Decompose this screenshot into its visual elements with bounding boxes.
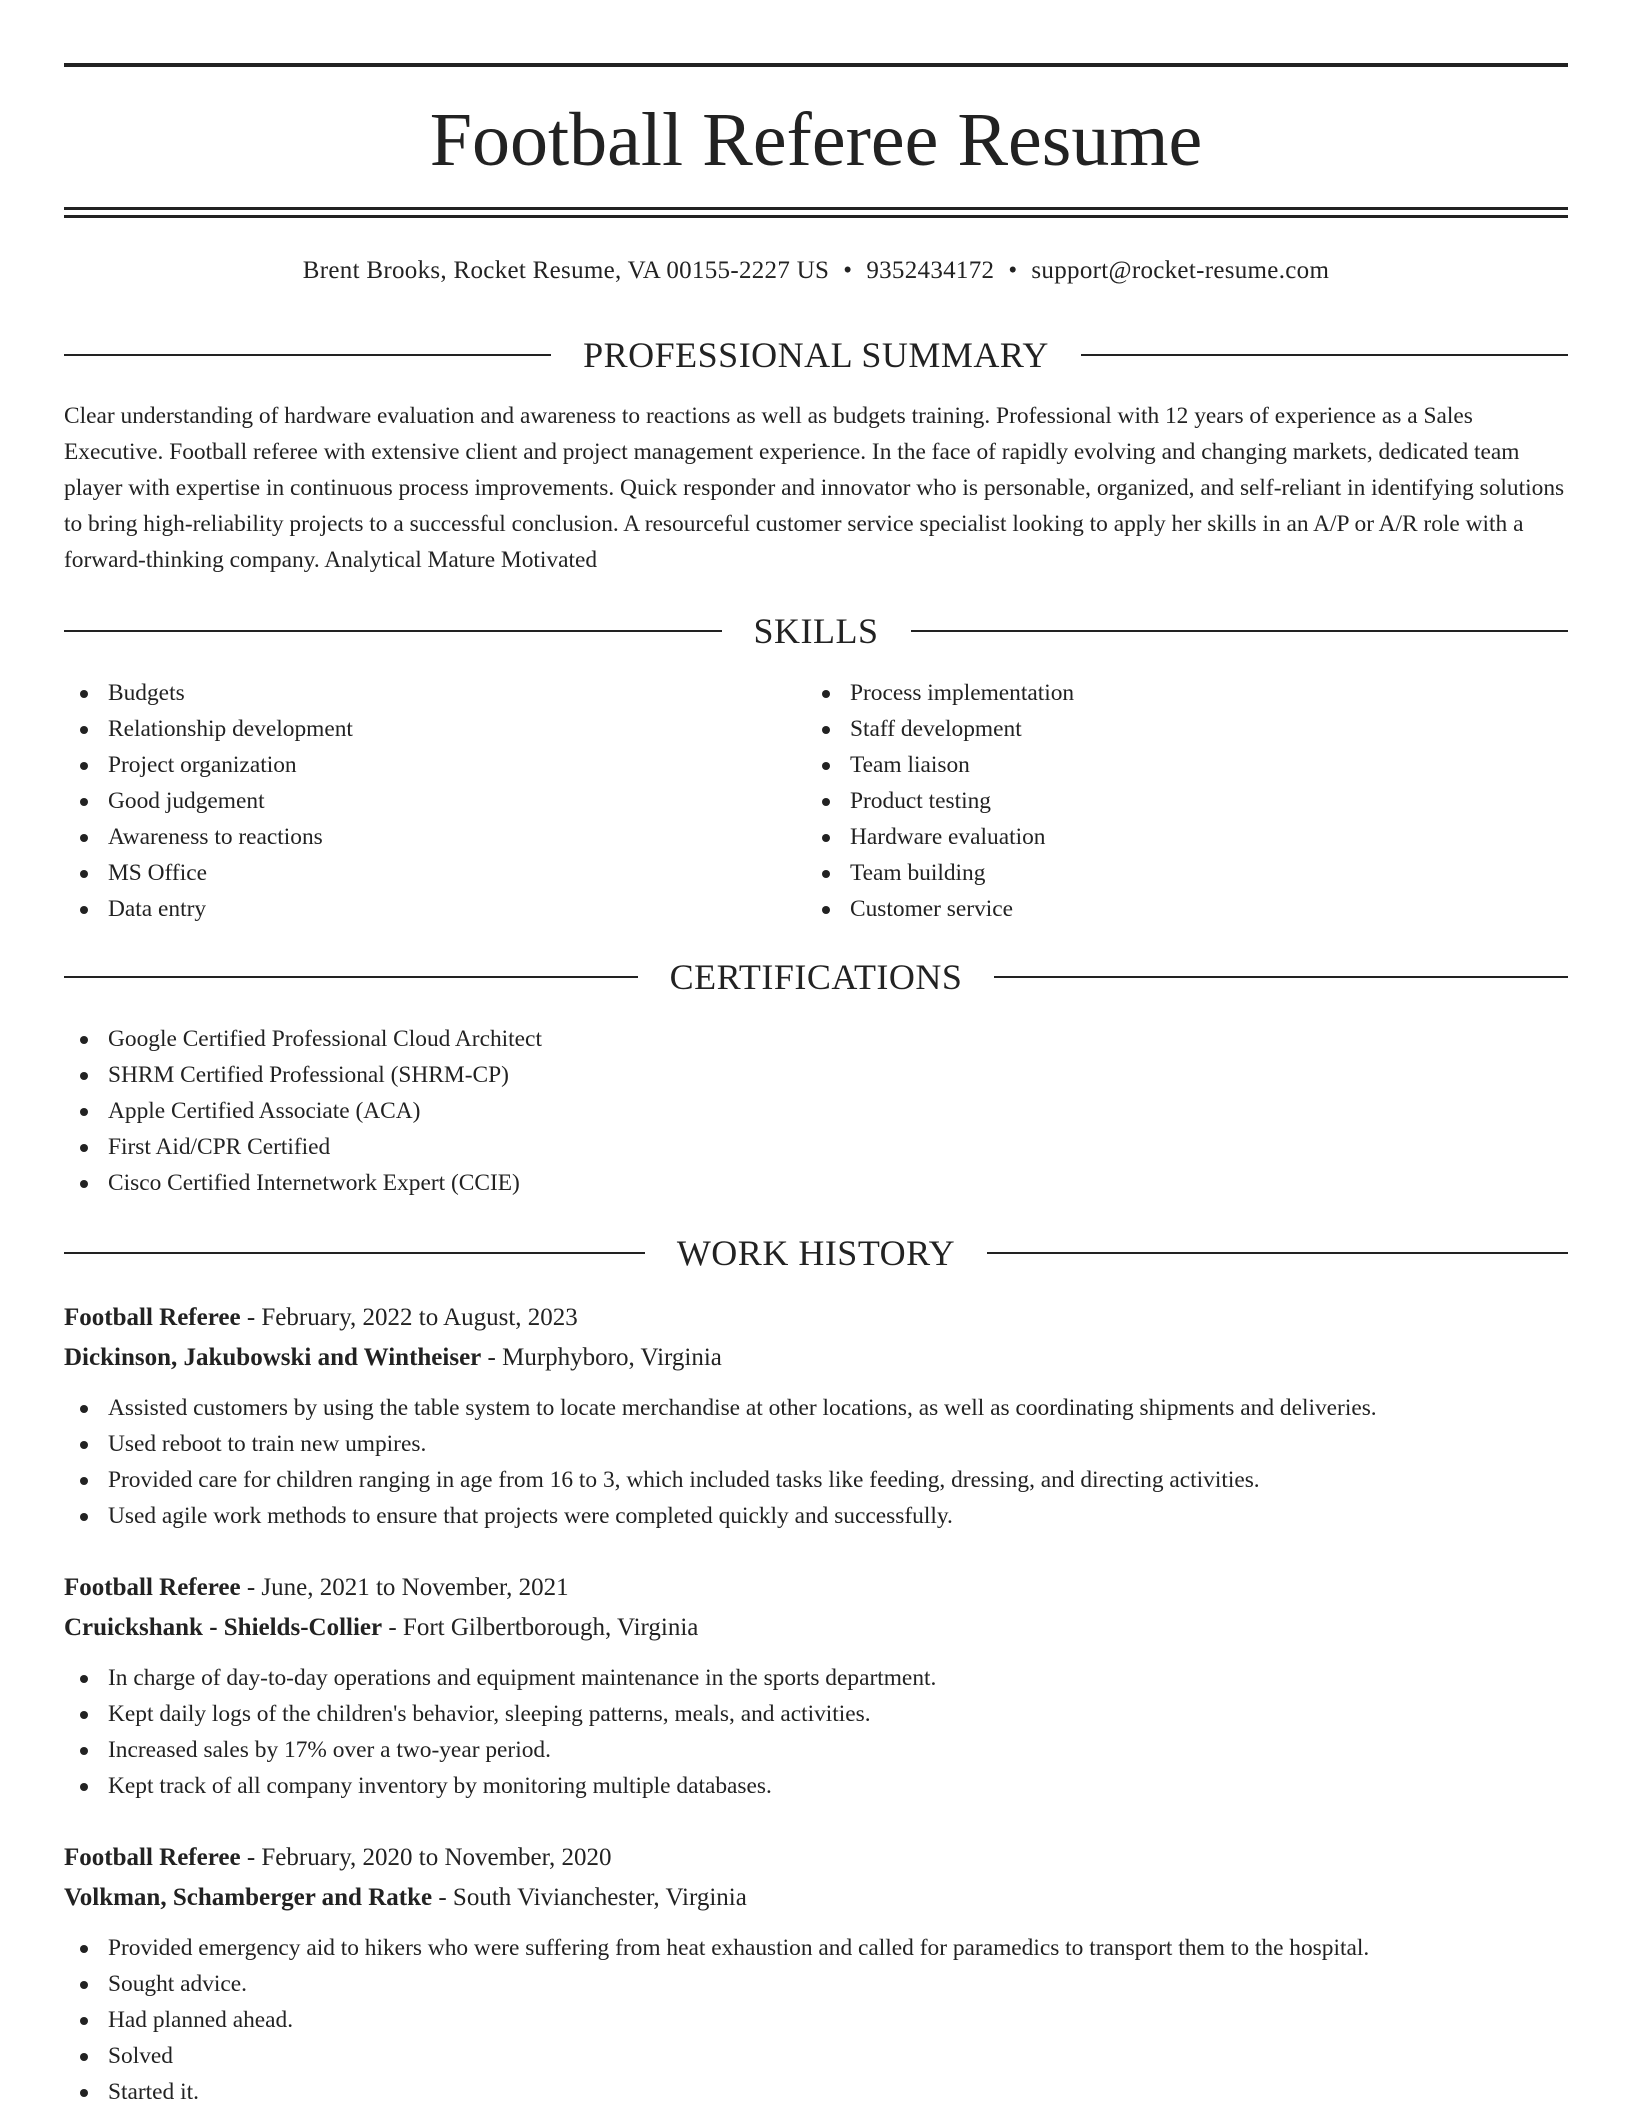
job-title-line xyxy=(64,1838,1568,1878)
job-company-line xyxy=(64,1338,1568,1378)
job-bullet: Provided emergency aid to hikers who were suffering from heat exhaustion and called for paramedics to transport them to the hospital. xyxy=(64,1930,1568,1966)
heading-rule-right xyxy=(987,1252,1568,1254)
summary-text: Clear understanding of hardware evaluation and awareness to reactions as well as budgets training. Professional with 12 years of experience as a Sales Executive. Football referee with extensive client and project management experience. In the face of rapidly evolving and changing markets, dedicated team player with expertise in continuous process improvements. Quick responder and innovator who is personable, organized, and self-reliant in identifying solutions to bring high-reliability projects to a successful conclusion. A resourceful customer service specialist looking to apply her skills in an A/P or A/R role with a forward-thinking company. Analytical Mature Motivated xyxy=(64,403,1565,573)
job-bullet: Started it. xyxy=(64,2074,1568,2110)
certifications-list xyxy=(64,1021,542,1201)
job-bullet: Solved xyxy=(64,2038,1568,2074)
job-dates: - February, 2022 to August, 2023 xyxy=(240,1304,578,1331)
job-location: - Fort Gilbertborough, Virginia xyxy=(382,1614,699,1641)
job-bullet: Kept track of all company inventory by monitoring multiple databases. xyxy=(64,1768,1568,1804)
heading-rule-right xyxy=(911,630,1569,632)
job-title-line xyxy=(64,1298,1568,1338)
skill-item: Project organization xyxy=(64,747,353,783)
job-bullet: Increased sales by 17% over a two-year period. xyxy=(64,1732,1568,1768)
job-bullets xyxy=(64,1390,1568,1534)
section-title: CERTIFICATIONS xyxy=(669,957,963,997)
job-title: Football Referee xyxy=(64,1304,241,1331)
certification-item: Google Certified Professional Cloud Architect xyxy=(64,1021,542,1057)
section-heading-certifications xyxy=(64,955,1568,999)
job-entry xyxy=(64,1568,1568,1804)
job-location: - South Vivianchester, Virginia xyxy=(432,1884,747,1911)
job-bullets xyxy=(64,1930,1568,2110)
heading-rule-left xyxy=(64,354,551,356)
skills-list-right xyxy=(806,675,1074,927)
title-rule-upper xyxy=(64,207,1568,210)
job-bullet: Used reboot to train new umpires. xyxy=(64,1426,1568,1462)
skill-item: Customer service xyxy=(806,891,1074,927)
job-title: Football Referee xyxy=(64,1844,241,1871)
skill-item: Relationship development xyxy=(64,711,353,747)
skill-item: Product testing xyxy=(806,783,1074,819)
skill-item: Hardware evaluation xyxy=(806,819,1074,855)
contact-separator: • xyxy=(843,257,853,284)
job-company-line xyxy=(64,1608,1568,1648)
section-heading-skills xyxy=(64,609,1568,653)
heading-rule-right xyxy=(1081,354,1568,356)
skill-item: Staff development xyxy=(806,711,1074,747)
skill-item: Process implementation xyxy=(806,675,1074,711)
skill-item: Budgets xyxy=(64,675,353,711)
heading-rule-left xyxy=(64,976,638,978)
job-bullet: Used agile work methods to ensure that projects were completed quickly and successfully. xyxy=(64,1498,1568,1534)
skill-item: Team liaison xyxy=(806,747,1074,783)
section-title: SKILLS xyxy=(753,611,879,651)
job-company: Dickinson, Jakubowski and Wintheiser xyxy=(64,1344,482,1371)
contact-phone: 9352434172 xyxy=(866,257,995,284)
job-title-line xyxy=(64,1568,1568,1608)
job-location: - Murphyboro, Virginia xyxy=(481,1344,722,1371)
section-title: PROFESSIONAL SUMMARY xyxy=(583,335,1049,375)
heading-rule-left xyxy=(64,1252,645,1254)
job-company-line xyxy=(64,1878,1568,1918)
job-entry xyxy=(64,1838,1568,2110)
job-bullets xyxy=(64,1660,1568,1804)
skill-item: Awareness to reactions xyxy=(64,819,353,855)
job-company: Volkman, Schamberger and Ratke xyxy=(64,1884,433,1911)
certification-item: SHRM Certified Professional (SHRM-CP) xyxy=(64,1057,542,1093)
job-bullet: Kept daily logs of the children's behavior, sleeping patterns, meals, and activities. xyxy=(64,1696,1568,1732)
job-bullet: Provided care for children ranging in age from 16 to 3, which included tasks like feeding, dressing, and directing activities. xyxy=(64,1462,1568,1498)
page-title: Football Referee Resume xyxy=(429,98,1203,182)
job-bullet: Assisted customers by using the table system to locate merchandise at other locations, as well as coordinating shipments and deliveries. xyxy=(64,1390,1568,1426)
job-title: Football Referee xyxy=(64,1574,241,1601)
job-bullet: In charge of day-to-day operations and equipment maintenance in the sports department. xyxy=(64,1660,1568,1696)
contact-separator: • xyxy=(1008,257,1018,284)
heading-rule-right xyxy=(994,976,1568,978)
contact-line xyxy=(64,254,1568,288)
job-bullet: Had planned ahead. xyxy=(64,2002,1568,2038)
title-rule-lower xyxy=(64,215,1568,218)
certification-item: First Aid/CPR Certified xyxy=(64,1129,542,1165)
skill-item: Team building xyxy=(806,855,1074,891)
heading-rule-left xyxy=(64,630,722,632)
contact-address: Brent Brooks, Rocket Resume, VA 00155-2227 US xyxy=(302,257,830,284)
section-title: WORK HISTORY xyxy=(676,1233,956,1273)
job-bullet: Sought advice. xyxy=(64,1966,1568,2002)
certification-item: Cisco Certified Internetwork Expert (CCIE) xyxy=(64,1165,542,1201)
certification-item: Apple Certified Associate (ACA) xyxy=(64,1093,542,1129)
job-dates: - February, 2020 to November, 2020 xyxy=(240,1844,612,1871)
job-dates: - June, 2021 to November, 2021 xyxy=(240,1574,569,1601)
job-company: Cruickshank - Shields-Collier xyxy=(64,1614,383,1641)
top-rule xyxy=(64,63,1568,67)
section-heading-summary xyxy=(64,333,1568,377)
skill-item: MS Office xyxy=(64,855,353,891)
section-heading-work-history xyxy=(64,1231,1568,1275)
contact-email: support@rocket-resume.com xyxy=(1031,257,1330,284)
skill-item: Good judgement xyxy=(64,783,353,819)
skill-item: Data entry xyxy=(64,891,353,927)
skills-list-left xyxy=(64,675,353,927)
job-entry xyxy=(64,1298,1568,1534)
